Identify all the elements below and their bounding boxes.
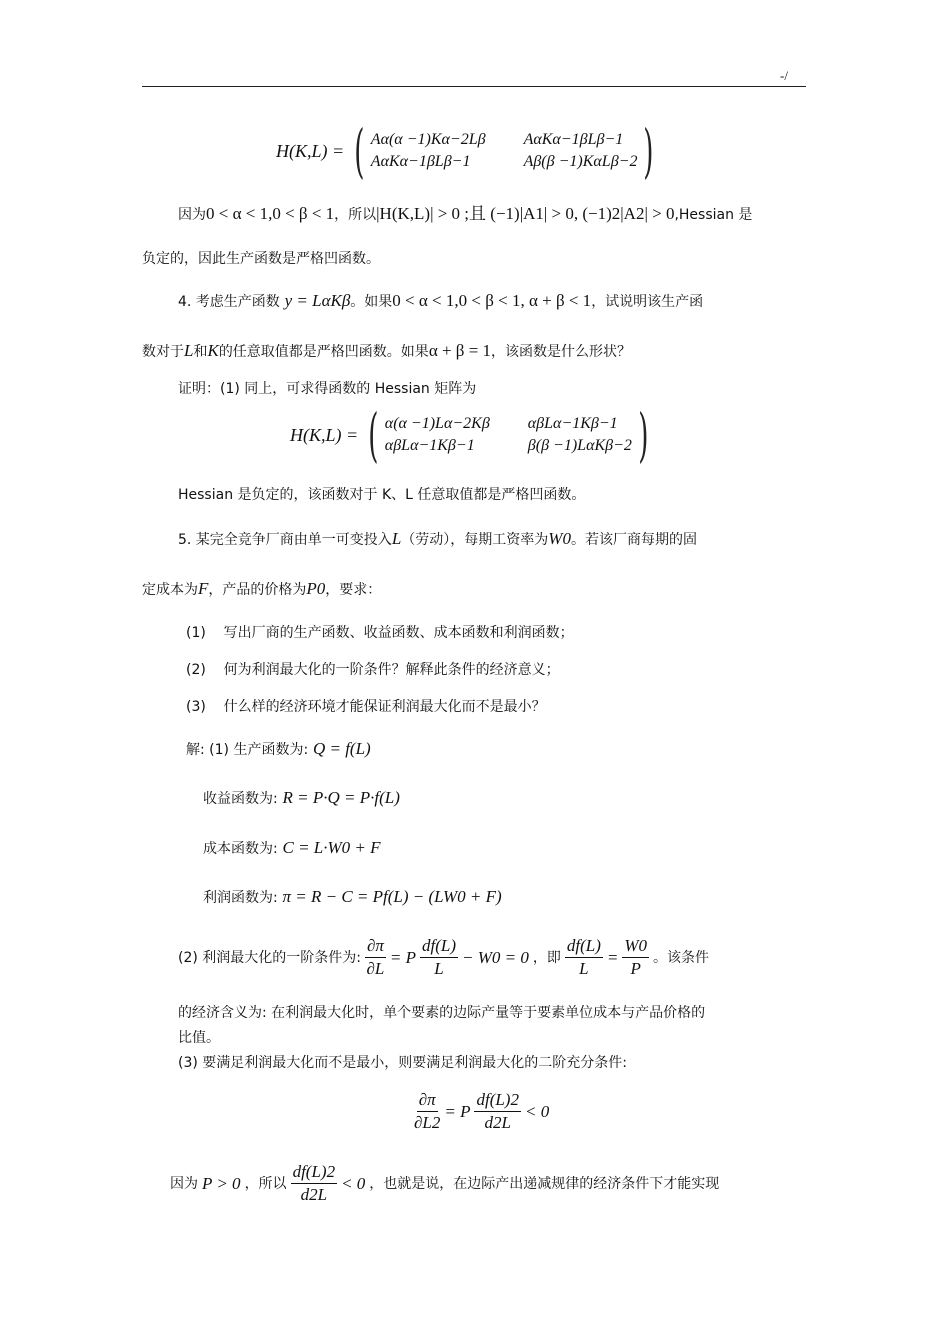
- left-paren: (: [354, 117, 365, 185]
- condition-expr: 0 < α < 1,0 < β < 1: [206, 204, 335, 223]
- solution-meaning: 比值。: [178, 1030, 220, 1046]
- question-4-line1: 4. 考虑生产函数 y = LαKβ。如果0 < α < 1,0 < β < 1, α + β < 1，试说明该生产函: [178, 291, 704, 310]
- matrix1-cell: AαKα−1βLβ−1: [523, 131, 624, 148]
- question-item: (2) 何为利润最大化的一阶条件？解释此条件的经济意义；: [186, 662, 560, 678]
- matrix2-lhs: H(K,L) =: [290, 424, 359, 445]
- question-item: (3) 什么样的经济环境才能保证利润最大化而不是最小？: [186, 699, 546, 715]
- condition-expr: 0 < α < 1,0 < β < 1, α + β < 1: [392, 291, 592, 310]
- header-rule: [142, 86, 806, 87]
- solution-profit: 利润函数为: π = R − C = Pf(L) − (LW0 + F): [203, 887, 502, 906]
- matrix2-cell: αβLα−1Kβ−1: [527, 415, 618, 432]
- matrix2-cell: αβLα−1Kβ−1: [384, 437, 475, 454]
- fraction: $\frac{df(L)}{L}$: [566, 936, 601, 978]
- solution-revenue: 收益函数为: R = P·Q = P·f(L): [203, 788, 400, 807]
- proof-line: 证明：(1) 同上，可求得函数的 Hessian 矩阵为: [178, 381, 477, 397]
- right-paren: ): [638, 401, 649, 469]
- hessian-matrix-2: [290, 401, 655, 469]
- fraction: $\frac{\partial\pi}{\partial L}$: [366, 936, 385, 978]
- left-paren: (: [368, 401, 379, 469]
- question-4-line2: 数对于L和K的任意取值都是严格凹函数。如果α + β = 1，该函数是什么形状？: [142, 341, 632, 360]
- solution-cost: 成本函数为: C = L·W0 + F: [203, 838, 381, 857]
- production-function: y = LαKβ: [284, 291, 351, 310]
- fraction: $\frac{W0}{P}$: [624, 936, 648, 978]
- paragraph-line: 因为0 < α < 1,0 < β < 1，所以|H(K,L)| > 0 ;且 (−1)|A1| > 0, (−1)2|A2| > 0,Hessian 是: [178, 204, 753, 223]
- solution-conclusion: 因为 P > 0 ，所以 $\frac{df(L)2}{d2L}$ < 0 ，也就是说，在边际产出递减规律的经济条件下才能实现: [170, 1162, 720, 1204]
- question-5-line1: 5. 某完全竞争厂商由单一可变投入L（劳动），每期工资率为W0。若该厂商每期的固: [178, 529, 697, 548]
- header-mark: -/: [780, 68, 788, 83]
- solution-meaning: 的经济含义为: 在利润最大化时，单个要素的边际产量等于要素单位成本与产品价格的: [178, 1005, 706, 1021]
- hessian-matrix-1: [276, 117, 660, 185]
- matrix1-lhs: H(K,L) =: [276, 140, 345, 161]
- solution-production: 解: (1) 生产函数为: Q = f(L): [186, 739, 371, 758]
- matrix2-cell: β(β −1)LαKβ−2: [527, 437, 632, 454]
- matrix2-cell: α(α −1)Lα−2Kβ: [384, 415, 490, 432]
- solution-first-order: (2) 利润最大化的一阶条件为: $\frac{\partial\pi}{\partial L}$ = P $\frac{df(L)}{L}$ − W0 = 0 ，即 $\frac{df(L)}{L}$ = $\frac{W0}{P}$ 。该条件: [178, 936, 710, 978]
- matrix2-grid: [385, 413, 632, 457]
- matrix1-grid: [371, 129, 638, 173]
- fraction: $\frac{df(L)2}{d2L}$: [292, 1162, 336, 1204]
- solution-second-order: $\frac{\partial\pi}{\partial L2}$ = P $\frac{df(L)2}{d2L}$ < 0: [414, 1090, 550, 1132]
- fraction: $\frac{df(L)2}{d2L}$: [476, 1090, 519, 1132]
- hessian-note: Hessian 是负定的，该函数对于 K、L 任意取值都是严格凹函数。: [178, 487, 586, 503]
- matrix1-cell: AαKα−1βLβ−1: [370, 153, 471, 170]
- solution-second-order-label: (3) 要满足利润最大化而不是最小，则要满足利润最大化的二阶充分条件:: [178, 1055, 627, 1071]
- matrix1-cell: Aβ(β −1)KαLβ−2: [523, 153, 638, 170]
- question-5-line2: 定成本为F，产品的价格为P0，要求：: [142, 579, 382, 598]
- determinant-expr: |H(K,L)| > 0 ;且 (−1)|A1| > 0, (−1)2|A2| > 0: [376, 204, 675, 223]
- question-item: (1) 写出厂商的生产函数、收益函数、成本函数和利润函数；: [186, 625, 574, 641]
- right-paren: ): [643, 117, 654, 185]
- paragraph-line: 负定的，因此生产函数是严格凹函数。: [142, 251, 380, 267]
- matrix1-cell: Aα(α −1)Kα−2Lβ: [370, 131, 486, 148]
- fraction: $\frac{\partial\pi}{\partial L2}$: [414, 1090, 441, 1132]
- fraction: $\frac{df(L)}{L}$: [422, 936, 457, 978]
